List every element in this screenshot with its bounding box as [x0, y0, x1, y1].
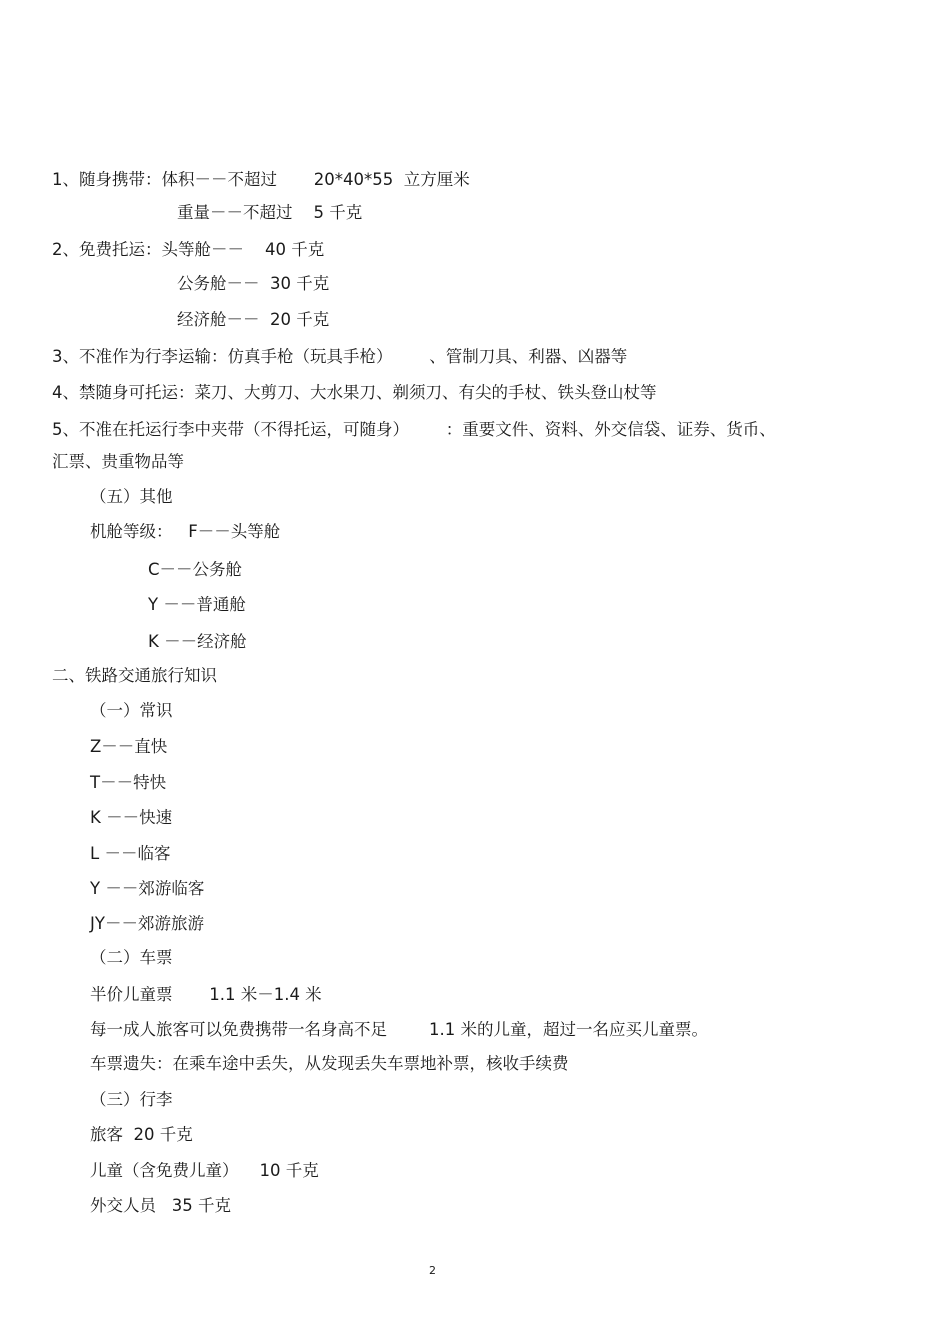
text-line: 重量－－不超过 5 千克	[177, 203, 363, 222]
text-line: 儿童（含免费儿童） 10 千克	[90, 1161, 319, 1180]
text-line: 1、随身携带：体积－－不超过 20*40*55 立方厘米	[52, 170, 470, 189]
text-line: 外交人员 35 千克	[90, 1196, 231, 1215]
section-heading: （五）其他	[90, 487, 173, 506]
page-number: 2	[429, 1264, 436, 1277]
section-heading: （二）车票	[90, 948, 173, 967]
text-line: K －－经济舱	[148, 632, 247, 651]
text-line: 5、不准在托运行李中夹带（不得托运，可随身） ：重要文件、资料、外交信袋、证券、货币、	[52, 420, 776, 439]
text-line: 2、免费托运：头等舱－－ 40 千克	[52, 240, 325, 259]
text-line: 汇票、贵重物品等	[52, 452, 184, 471]
text-line: 旅客 20 千克	[90, 1125, 193, 1144]
text-line: 公务舱－－ 30 千克	[177, 274, 330, 293]
section-heading: （三）行李	[90, 1090, 173, 1109]
text-line: 机舱等级： F－－头等舱	[90, 522, 281, 541]
text-line: 经济舱－－ 20 千克	[177, 310, 330, 329]
text-line: C－－公务舱	[148, 560, 243, 579]
text-line: Z－－直快	[90, 737, 168, 756]
text-line: 半价儿童票 1.1 米－1.4 米	[90, 985, 322, 1004]
text-line: 3、不准作为行李运输：仿真手枪（玩具手枪） 、管制刀具、利器、凶器等	[52, 347, 628, 366]
section-heading: （一）常识	[90, 701, 173, 720]
text-line: Y －－普通舱	[148, 595, 246, 614]
text-line: T－－特快	[90, 773, 167, 792]
text-line: 车票遗失：在乘车途中丢失，从发现丢失车票地补票，核收手续费	[90, 1054, 569, 1073]
text-line: K －－快速	[90, 808, 173, 827]
text-line: 4、禁随身可托运：菜刀、大剪刀、大水果刀、剃须刀、有尖的手杖、铁头登山杖等	[52, 383, 657, 402]
text-line: 每一成人旅客可以免费携带一名身高不足 1.1 米的儿童，超过一名应买儿童票。	[90, 1020, 708, 1039]
text-line: JY－－郊游旅游	[90, 914, 204, 933]
section-heading: 二、铁路交通旅行知识	[52, 666, 217, 685]
text-line: L －－临客	[90, 844, 171, 863]
text-line: Y －－郊游临客	[90, 879, 205, 898]
